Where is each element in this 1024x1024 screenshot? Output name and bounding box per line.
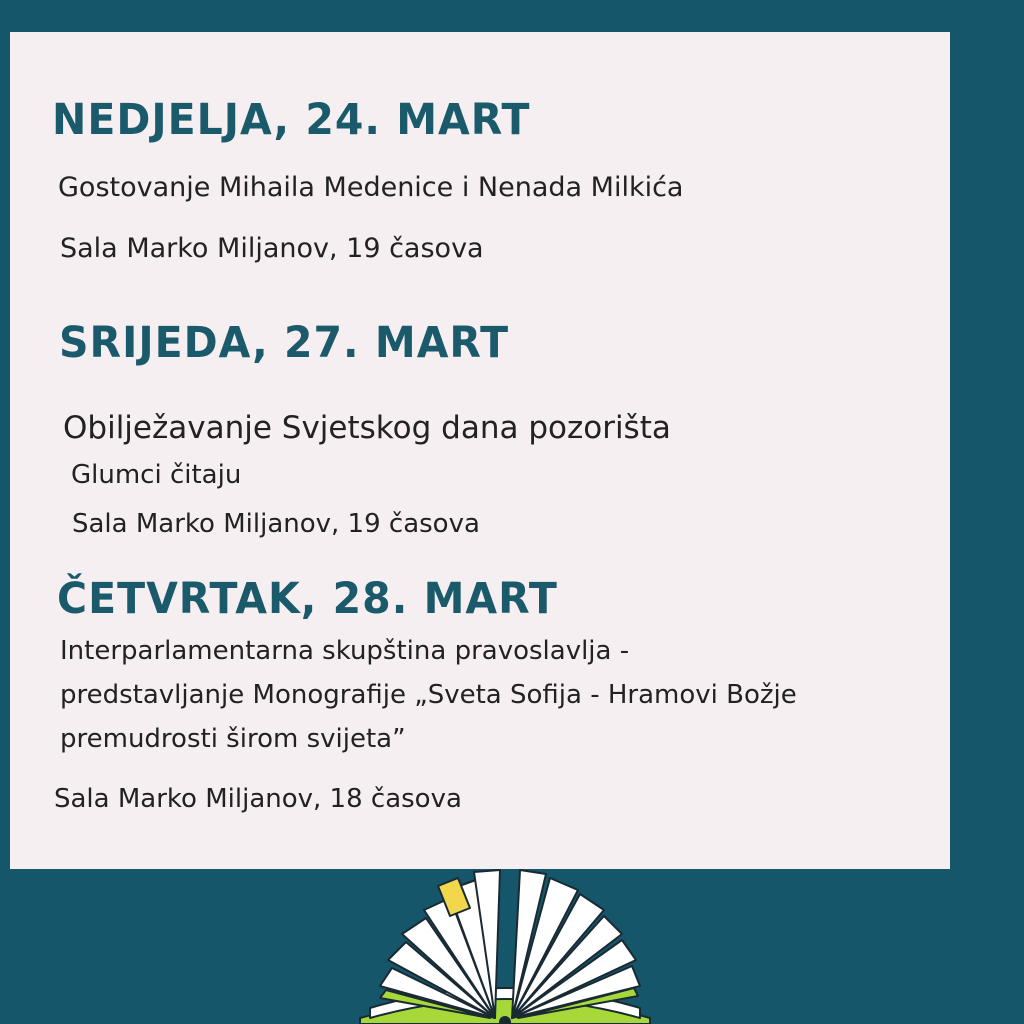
event-description: Gostovanje Mihaila Medenice i Nenada Milkića xyxy=(58,172,684,203)
event-subtitle: Glumci čitaju xyxy=(71,460,242,490)
event-description: Obilježavanje Svjetskog dana pozorišta xyxy=(63,410,671,446)
event-description-line: predstavljanje Monografije „Sveta Sofija - Hramovi Božje xyxy=(60,680,797,710)
event-heading: ČETVRTAK, 28. MART xyxy=(57,573,558,624)
event-venue-time: Sala Marko Miljanov, 19 časova xyxy=(60,233,484,264)
event-heading: NEDJELJA, 24. MART xyxy=(52,94,531,145)
open-book-icon xyxy=(340,868,670,1024)
schedule-card xyxy=(10,32,950,869)
event-venue-time: Sala Marko Miljanov, 18 časova xyxy=(54,784,462,814)
event-venue-time: Sala Marko Miljanov, 19 časova xyxy=(72,509,480,539)
event-description-line: Interparlamentarna skupština pravoslavlja - xyxy=(60,636,630,666)
event-description-line: premudrosti širom svijeta” xyxy=(60,724,406,754)
event-heading: SRIJEDA, 27. MART xyxy=(59,317,510,368)
